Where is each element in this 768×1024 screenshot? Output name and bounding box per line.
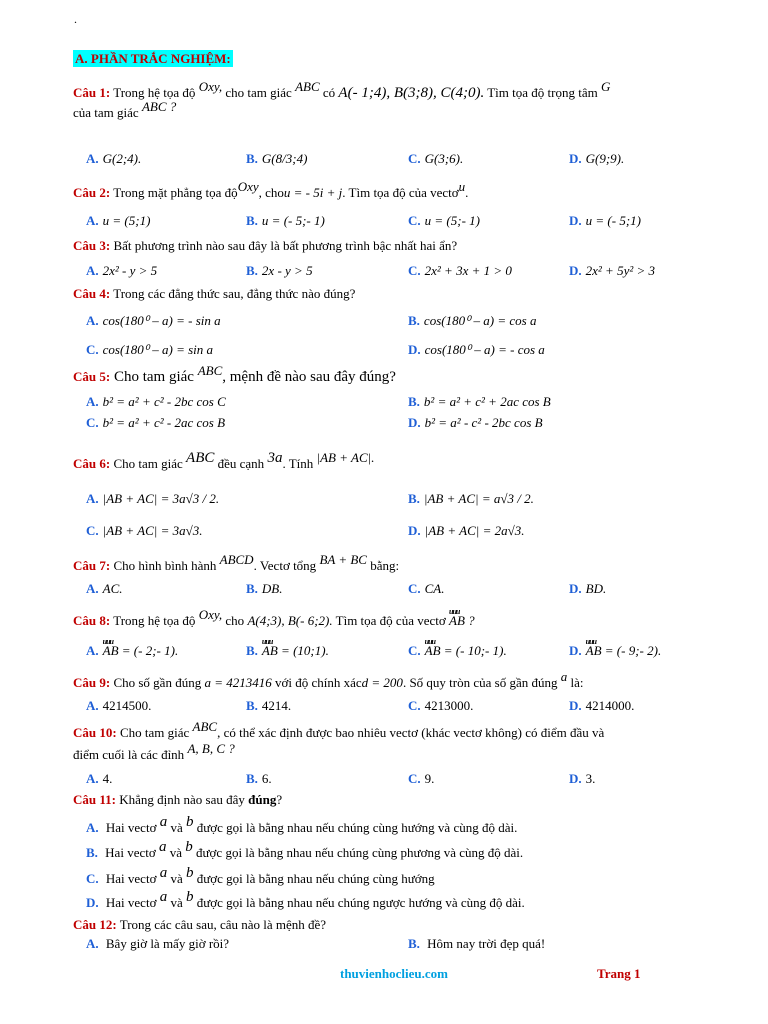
option-b[interactable] (246, 642, 329, 660)
question-4 (73, 285, 723, 303)
option-a[interactable] (86, 697, 151, 715)
q11-vb-text: b (185, 814, 194, 830)
option-d[interactable] (569, 212, 641, 230)
option-d[interactable] (408, 414, 543, 432)
q6-dv-text: |AB + AC| = 2a√3. (424, 523, 525, 538)
option-a[interactable] (86, 814, 518, 837)
question-9 (73, 669, 723, 692)
q2-av-text: u = (5;1) (102, 213, 151, 228)
option-c[interactable] (408, 580, 445, 598)
q11-va-text: a (159, 889, 168, 905)
q6-m3-text: |AB + AC|. (316, 450, 375, 465)
option-d[interactable] (569, 642, 661, 660)
q12-bv-text: Hôm nay trời đẹp quá! (423, 936, 546, 951)
option-d[interactable] (569, 770, 595, 788)
q11-dv-text: được gọi là bằng nhau nếu chúng ngược hướng và cùng độ dài. (193, 895, 525, 910)
q3-num-text: Câu 3: (73, 238, 111, 253)
option-d[interactable] (569, 697, 634, 715)
q8-num-text: Câu 8: (73, 613, 111, 628)
q2-d-text: D. (569, 213, 582, 228)
q7-a-text: A. (86, 581, 99, 596)
q10-av-text: 4. (102, 771, 113, 786)
question-2 (73, 179, 723, 202)
option-c[interactable] (408, 150, 463, 168)
q8-av-text: uuu AB = (- 2;- 1). (103, 642, 179, 660)
question-6 (73, 450, 723, 473)
q5-num-text: Câu 5: (73, 369, 111, 384)
q10-b-text: B. (246, 771, 258, 786)
q11-t1-text: Khẳng định nào sau đây (115, 792, 249, 807)
option-b[interactable] (246, 150, 307, 168)
q3-b-text: B. (246, 263, 258, 278)
option-a[interactable] (86, 490, 219, 508)
option-c[interactable] (408, 642, 507, 660)
q8-t3-text: Tìm tọa độ của vectơ (332, 613, 450, 628)
q1-b-text: B. (246, 151, 258, 166)
q1-c-text: C. (408, 151, 421, 166)
q2-m3-text: u (458, 179, 466, 194)
q7-b-text: B. (246, 581, 258, 596)
q5-av-text: b² = a² + c² - 2bc cos C (102, 394, 226, 409)
q9-a-text: A. (86, 698, 99, 713)
q2-cv-text: u = (5;- 1) (424, 213, 480, 228)
option-c[interactable] (86, 522, 202, 540)
q10-bv-text: 6. (261, 771, 272, 786)
option-d[interactable] (408, 341, 545, 359)
q8-b-text: B. (246, 643, 258, 658)
q3-a-text: A. (86, 263, 99, 278)
option-c[interactable] (408, 262, 512, 280)
option-a[interactable] (86, 770, 112, 788)
q4-b-text: B. (408, 313, 420, 328)
q7-m2-text: BA + BC (319, 552, 367, 567)
q10-m2-text: A, B, C ? (187, 741, 235, 756)
q5-dv-text: b² = a² - c² - 2bc cos B (424, 415, 543, 430)
q1-bv-text: G(8/3;4) (261, 151, 308, 166)
option-d[interactable] (569, 262, 655, 280)
option-c[interactable] (408, 770, 434, 788)
q11-b-text: B. (86, 845, 98, 860)
q8-d-text: D. (569, 643, 582, 658)
q1-cv-text: G(3;6). (424, 151, 464, 166)
q9-dv-text: 4214000. (585, 698, 635, 713)
q2-b-text: B. (246, 213, 258, 228)
q1-av-text: G(2;4). (102, 151, 142, 166)
q1-d-text: D. (569, 151, 582, 166)
q11-cv-text: được gọi là bằng nhau nếu chúng cùng hướng (193, 871, 435, 886)
q12-b-text: B. (408, 936, 420, 951)
q7-t2-text: . Vectơ tổng (253, 558, 320, 573)
option-b[interactable] (408, 312, 536, 330)
q11-bv-text: được gọi là bằng nhau nếu chúng cùng phương và cùng độ dài. (192, 845, 524, 860)
option-c[interactable] (408, 212, 480, 230)
q8-m3-text: uuu AB ? (449, 612, 475, 630)
option-a[interactable] (86, 935, 229, 953)
q12-av-text: Bây giờ là mấy giờ rồi? (102, 936, 230, 951)
q2-m2-text: u = - 5i + j (283, 185, 343, 200)
option-d[interactable] (569, 580, 606, 598)
option-b[interactable] (86, 839, 524, 862)
q4-av-text: cos(180⁰ – a) = - sin a (102, 313, 221, 328)
q10-line2-text: điểm cuối là các đỉnh (73, 747, 188, 762)
footer-site-link[interactable]: thuvienhoclieu.com (340, 966, 448, 981)
q2-t2-text: , cho (258, 185, 284, 200)
q2-t1-text: Trong mặt phẳng tọa độ (110, 185, 238, 200)
q2-dv-text: u = (- 5;1) (585, 213, 641, 228)
q5-c-text: C. (86, 415, 99, 430)
q3-bv-text: 2x - y > 5 (261, 263, 313, 278)
option-b[interactable] (408, 490, 534, 508)
q7-t1-text: Cho hình bình hành (110, 558, 220, 573)
q8-t1-text: Trong hệ tọa độ (110, 613, 199, 628)
q8-m2-text: A(4;3), B(- 6;2). (247, 613, 333, 628)
q12-t1-text: Trong các câu sau, câu nào là mệnh đề? (116, 917, 327, 932)
q11-a-text: A. (86, 820, 99, 835)
question-10 (73, 719, 723, 742)
q7-dv-text: BD. (585, 581, 607, 596)
question-11 (73, 791, 723, 809)
option-c[interactable] (86, 341, 213, 359)
q11-and-text: và (167, 895, 186, 910)
q9-c-text: C. (408, 698, 421, 713)
option-d[interactable] (86, 889, 525, 912)
q4-bv-text: cos(180⁰ – a) = cos a (423, 313, 537, 328)
q9-d-text: D. (569, 698, 582, 713)
option-a[interactable] (86, 393, 226, 411)
q11-d-text: D. (86, 895, 99, 910)
q9-t3-text: . Số quy tròn của số gần đúng (402, 675, 561, 690)
q5-cv-text: b² = a² + c² - 2ac cos B (102, 415, 226, 430)
q5-t2-text: , mệnh đề nào sau đây đúng? (222, 369, 396, 385)
option-c[interactable] (408, 697, 473, 715)
q6-bv-text: |AB + AC| = a√3 / 2. (423, 491, 534, 506)
q9-t1-text: Cho số gần đúng (110, 675, 205, 690)
q11-and-text: và (167, 871, 186, 886)
q5-d-text: D. (408, 415, 421, 430)
q1-a-text: A. (86, 151, 99, 166)
q4-c-text: C. (86, 342, 99, 357)
q3-dv-text: 2x² + 5y² > 3 (585, 263, 656, 278)
option-a[interactable] (86, 312, 221, 330)
q6-d-text: D. (408, 523, 421, 538)
q11-av-text: được gọi là bằng nhau nếu chúng cùng hướng và cùng độ dài. (193, 820, 518, 835)
q2-num-text: Câu 2: (73, 185, 111, 200)
q1-t1-text: Trong hệ tọa độ (110, 85, 199, 100)
q9-t4-text: là: (567, 675, 584, 690)
q3-t1-text: Bất phương trình nào sau đây là bất phương trình bậc nhất hai ẩn? (110, 238, 458, 253)
section-title: A. PHẦN TRẮC NGHIỆM: (75, 51, 231, 66)
q6-c-text: C. (86, 523, 99, 538)
q9-m1-text: a = 4213416 (204, 675, 272, 690)
q5-a-text: A. (86, 394, 99, 409)
q8-m1-text: Oxy, (198, 607, 223, 622)
q2-a-text: A. (86, 213, 99, 228)
q5-bv-text: b² = a² + c² + 2ac cos B (423, 394, 551, 409)
q10-cv-text: 9. (424, 771, 435, 786)
q11-vb-text: b (185, 865, 194, 881)
q4-d-text: D. (408, 342, 421, 357)
q1-t4-text: Tìm tọa độ trọng tâm (484, 85, 601, 100)
q1-m1-text: Oxy, (198, 79, 223, 94)
q11-pre-text: Hai vectơ (102, 871, 160, 886)
option-b[interactable] (408, 393, 551, 411)
option-b[interactable] (246, 262, 313, 280)
q7-num-text: Câu 7: (73, 558, 111, 573)
q5-m1-text: ABC (197, 363, 223, 378)
q11-c-text: C. (86, 871, 99, 886)
q2-c-text: C. (408, 213, 421, 228)
q8-c-text: C. (408, 643, 421, 658)
q11-pre-text: Hai vectơ (102, 820, 160, 835)
q9-bv-text: 4214. (261, 698, 292, 713)
q9-num-text: Câu 9: (73, 675, 111, 690)
option-b[interactable] (246, 212, 325, 230)
q5-b-text: B. (408, 394, 420, 409)
q11-vb-text: b (185, 839, 193, 855)
q1-t3-text: có (319, 85, 339, 100)
option-d[interactable] (569, 150, 624, 168)
q11-pre-text: Hai vectơ (101, 845, 159, 860)
q10-t1-text: Cho tam giác (116, 725, 193, 740)
q7-d-text: D. (569, 581, 582, 596)
q11-vb-text: b (185, 889, 194, 905)
option-a[interactable] (86, 262, 157, 280)
q6-av-text: |AB + AC| = 3a√3 / 2. (102, 491, 220, 506)
q1-m3-text: A(- 1;4), B(3;8), C(4;0). (338, 85, 485, 101)
q6-num-text: Câu 6: (73, 456, 111, 471)
option-b[interactable] (246, 770, 272, 788)
q4-a-text: A. (86, 313, 99, 328)
q3-av-text: 2x² - y > 5 (102, 263, 158, 278)
q9-m2-text: d = 200 (361, 675, 403, 690)
q2-bv-text: u = (- 5;- 1) (261, 213, 325, 228)
q9-b-text: B. (246, 698, 258, 713)
q8-cv-text: uuu AB = (- 10;- 1). (425, 642, 507, 660)
q11-va-text: a (159, 814, 168, 830)
q6-b-text: B. (408, 491, 420, 506)
option-a[interactable] (86, 642, 178, 660)
question-3 (73, 237, 723, 255)
q11-t2-text: ? (276, 792, 283, 807)
q1-m5-text: ABC ? (141, 99, 177, 114)
option-c[interactable] (86, 414, 225, 432)
q4-num-text: Câu 4: (73, 286, 111, 301)
option-b[interactable] (246, 580, 283, 598)
q7-m1-text: ABCD (219, 552, 254, 567)
option-b[interactable] (246, 697, 291, 715)
q7-c-text: C. (408, 581, 421, 596)
q8-a-text: A. (86, 643, 99, 658)
q8-t2-text: cho (222, 613, 248, 628)
option-a[interactable] (86, 580, 123, 598)
q5-t1-text: Cho tam giác (110, 369, 198, 385)
q4-t1-text: Trong các đẳng thức sau, đẳng thức nào đúng? (110, 286, 356, 301)
q7-t3-text: bằng: (366, 558, 400, 573)
q11-and-text: và (166, 845, 186, 860)
question-1-line2 (73, 99, 723, 122)
q10-c-text: C. (408, 771, 421, 786)
q9-av-text: 4214500. (102, 698, 152, 713)
q7-bv-text: DB. (261, 581, 283, 596)
q9-cv-text: 4213000. (424, 698, 474, 713)
q1-dv-text: G(9;9). (585, 151, 625, 166)
q6-cv-text: |AB + AC| = 3a√3. (102, 523, 203, 538)
q10-m1-text: ABC (192, 719, 218, 734)
q8-bv-text: uuu AB = (10;1). (262, 642, 329, 660)
q8-dv-text: uuu AB = (- 9;- 2). (586, 642, 662, 660)
q2-t3-text: . Tìm tọa độ của vectơ (342, 185, 459, 200)
q11-num-text: Câu 11: (73, 792, 116, 807)
q6-t2-text: đều cạnh (214, 456, 268, 471)
q9-m3-text: a (560, 669, 568, 684)
question-8 (73, 607, 723, 630)
q4-dv-text: cos(180⁰ – a) = - cos a (424, 342, 545, 357)
top-dot: . (74, 12, 77, 26)
q3-cv-text: 2x² + 3x + 1 > 0 (424, 263, 512, 278)
q3-d-text: D. (569, 263, 582, 278)
option-b[interactable] (408, 935, 545, 953)
q6-m1-text: ABC (186, 450, 215, 466)
q1-t2-text: cho tam giác (222, 85, 296, 100)
q2-m1-text: Oxy (237, 179, 259, 194)
q10-dv-text: 3. (585, 771, 596, 786)
option-a[interactable] (86, 150, 141, 168)
q11-and-text: và (167, 820, 186, 835)
q6-t1-text: Cho tam giác (110, 456, 187, 471)
q10-t2-text: , có thể xác định được bao nhiêu vectơ (khác vectơ không) có điểm đầu và (217, 725, 605, 740)
q10-a-text: A. (86, 771, 99, 786)
question-5 (73, 363, 723, 386)
option-a[interactable] (86, 212, 150, 230)
q7-av-text: AC. (102, 581, 123, 596)
q11-bold-text: đúng (248, 792, 277, 807)
q9-t2-text: với độ chính xác (271, 675, 362, 690)
question-10-line2 (73, 741, 723, 764)
question-7 (73, 552, 723, 575)
page-number: Trang 1 (597, 966, 641, 981)
q1-m4-text: G (600, 79, 611, 94)
q3-c-text: C. (408, 263, 421, 278)
q7-cv-text: CA. (424, 581, 445, 596)
q6-a-text: A. (86, 491, 99, 506)
q11-pre-text: Hai vectơ (102, 895, 160, 910)
question-12 (73, 916, 723, 934)
option-d[interactable] (408, 522, 524, 540)
q1-line2-text: của tam giác (73, 105, 142, 120)
q11-va-text: a (159, 865, 168, 881)
q1-m2-text: ABC (295, 79, 320, 94)
q2-t4-text: . (465, 185, 469, 200)
q12-num-text: Câu 12: (73, 917, 117, 932)
question-number: Câu 1: (73, 85, 111, 100)
q6-m2-text: 3a (267, 450, 283, 466)
q11-va-text: a (158, 839, 167, 855)
q6-t3-text: . Tính (282, 456, 317, 471)
q12-a-text: A. (86, 936, 99, 951)
q10-d-text: D. (569, 771, 582, 786)
q10-num-text: Câu 10: (73, 725, 117, 740)
q4-cv-text: cos(180⁰ – a) = sin a (102, 342, 214, 357)
option-c[interactable] (86, 865, 435, 888)
